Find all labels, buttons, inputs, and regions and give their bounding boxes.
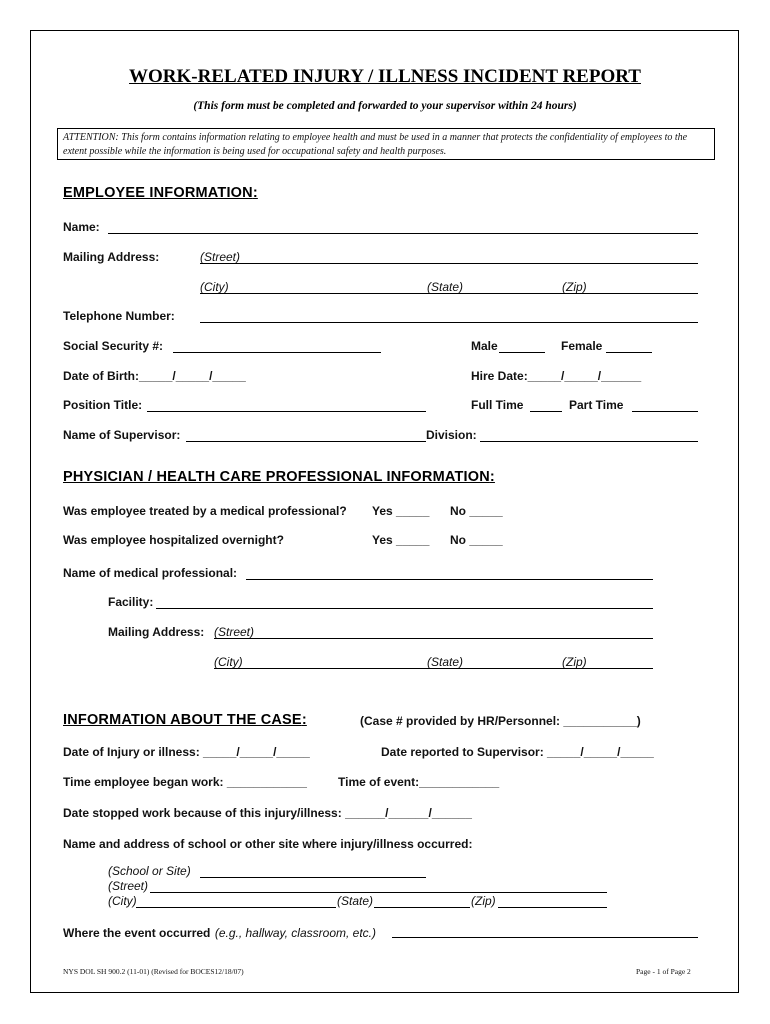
city-state-zip-field[interactable]	[200, 293, 698, 294]
facility-label: Facility:	[108, 595, 154, 609]
form-number: NYS DOL SH 900.2 (11-01) (Revised for BOCES12/18/07)	[63, 967, 244, 976]
case-info-heading: INFORMATION ABOUT THE CASE:	[63, 712, 307, 728]
treated-no-field[interactable]: No _____	[450, 504, 503, 518]
hire-date-field[interactable]: Hire Date:_____/_____/______	[471, 369, 642, 383]
time-began-work-field[interactable]: Time employee began work: ____________	[63, 775, 307, 789]
page-number: Page - 1 of Page 2	[636, 967, 691, 976]
where-occurred-text: Where the event occurred	[63, 926, 211, 940]
part-time-label: Part Time	[569, 398, 624, 412]
facility-field[interactable]	[156, 608, 653, 609]
physician-city-label: (City)	[214, 655, 243, 669]
time-of-event-field[interactable]: Time of event:____________	[338, 775, 500, 789]
treated-yes-field[interactable]: Yes _____	[372, 504, 430, 518]
treated-question: Was employee treated by a medical professional?	[63, 504, 347, 518]
supervisor-field[interactable]	[186, 441, 426, 442]
position-title-field[interactable]	[147, 411, 426, 412]
hospitalized-yes-field[interactable]: Yes _____	[372, 533, 430, 547]
where-occurred-label	[63, 924, 376, 942]
full-time-field[interactable]	[530, 411, 562, 412]
ssn-label: Social Security #:	[63, 339, 164, 353]
telephone-label: Telephone Number:	[63, 309, 175, 323]
part-time-field[interactable]	[632, 411, 698, 412]
school-field[interactable]	[200, 877, 426, 878]
physician-street-label: (Street)	[214, 625, 255, 639]
position-title-label: Position Title:	[63, 398, 143, 412]
full-time-label: Full Time	[471, 398, 524, 412]
form-subtitle: (This form must be completed and forwarded to your supervisor within 24 hours)	[193, 100, 577, 112]
site-city-field[interactable]	[136, 907, 336, 908]
medical-professional-field[interactable]	[246, 579, 653, 580]
state-label: (State)	[427, 280, 464, 294]
male-field[interactable]	[499, 352, 545, 353]
site-street-field[interactable]	[150, 892, 607, 893]
site-zip-field[interactable]	[498, 907, 607, 908]
date-stopped-work-field[interactable]: Date stopped work because of this injury/illness: ______/______/______	[63, 806, 472, 820]
site-state-field[interactable]	[374, 907, 470, 908]
where-occurred-field[interactable]	[392, 937, 698, 938]
site-question: Name and address of school or other site where injury/illness occurred:	[63, 837, 473, 851]
site-state-label: (State)	[337, 894, 374, 908]
physician-info-heading: PHYSICIAN / HEALTH CARE PROFESSIONAL INFORMATION:	[63, 469, 495, 485]
school-label: (School or Site)	[108, 864, 191, 878]
telephone-field[interactable]	[200, 322, 698, 323]
physician-street-field[interactable]	[214, 638, 653, 639]
name-field[interactable]	[108, 233, 698, 234]
zip-label: (Zip)	[562, 280, 587, 294]
division-label: Division:	[426, 428, 477, 442]
attention-notice: ATTENTION: This form contains information relating to employee health and must be used in a manner that protects the confidentiality of employees to the extent possible while the information is being used for occupational safety and health purposes.	[57, 128, 715, 160]
name-label: Name:	[63, 220, 100, 234]
case-number-field[interactable]: (Case # provided by HR/Personnel: ___________)	[360, 714, 641, 728]
site-street-label: (Street)	[108, 879, 149, 893]
employee-info-heading: EMPLOYEE INFORMATION:	[63, 185, 258, 201]
supervisor-label: Name of Supervisor:	[63, 428, 181, 442]
where-occurred-example: (e.g., hallway, classroom, etc.)	[214, 926, 376, 940]
division-field[interactable]	[480, 441, 698, 442]
ssn-field[interactable]	[173, 352, 381, 353]
male-label: Male	[471, 339, 498, 353]
date-of-injury-field[interactable]: Date of Injury or illness: _____/_____/_____	[63, 745, 310, 759]
site-zip-label: (Zip)	[471, 894, 496, 908]
street-label: (Street)	[200, 250, 241, 264]
street-field[interactable]	[200, 263, 698, 264]
physician-state-label: (State)	[427, 655, 464, 669]
female-field[interactable]	[606, 352, 652, 353]
physician-mailing-label: Mailing Address:	[108, 625, 205, 639]
female-label: Female	[561, 339, 603, 353]
mailing-address-label: Mailing Address:	[63, 250, 160, 264]
medical-professional-label: Name of medical professional:	[63, 566, 238, 580]
form-title: WORK-RELATED INJURY / ILLNESS INCIDENT REPORT	[129, 66, 641, 87]
physician-zip-label: (Zip)	[562, 655, 587, 669]
city-label: (City)	[200, 280, 229, 294]
date-reported-field[interactable]: Date reported to Supervisor: _____/_____/_____	[381, 745, 654, 759]
physician-city-state-zip-field[interactable]	[214, 668, 653, 669]
dob-field[interactable]: Date of Birth:_____/_____/_____	[63, 369, 246, 383]
hospitalized-question: Was employee hospitalized overnight?	[63, 533, 284, 547]
site-city-label: (City)	[108, 894, 137, 908]
hospitalized-no-field[interactable]: No _____	[450, 533, 503, 547]
